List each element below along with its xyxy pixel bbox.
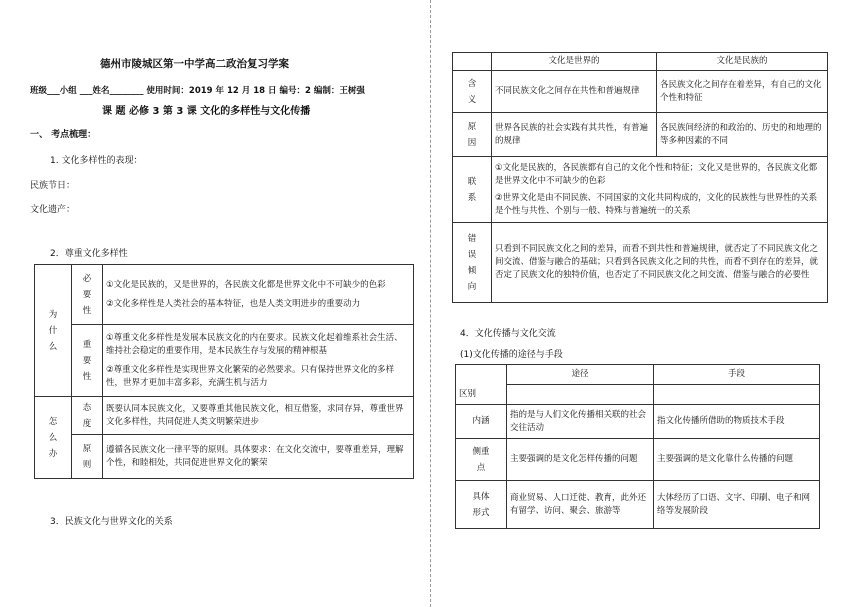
festival-label: 民族节日： (30, 181, 76, 191)
reason-nation: 各民族间经济的和政治的、历史的和地理的等多种因素的不同 (657, 113, 828, 157)
principle-text: 遵循各民族文化一律平等的原则。具体要求：在文化交流中，要尊重差异，理解个性，和睦相处，共同促进世界文化的繁荣 (103, 435, 414, 479)
row-label-reason: 原 因 (453, 113, 492, 157)
meaning-world: 不同民族文化之间存在共性和普遍规律 (492, 71, 657, 113)
principle-cell: 原 则 (72, 435, 103, 479)
row-label-meaning: 含 义 (453, 71, 492, 113)
row-label-focus: 侧重 点 (456, 439, 507, 481)
empty-route (507, 385, 654, 405)
item-3: 3．民族文化与世界文化的关系 (50, 517, 173, 527)
transmission-table (455, 364, 820, 529)
forms-means: 大体经历了口语、文字、印刷、电子和网络等发展阶段 (654, 481, 820, 529)
meaning-nation: 各民族文化之间存在着差异，有自己的文化个性和特征 (657, 71, 828, 113)
why-cell: 为 什 么 (35, 265, 72, 397)
corner-cell-2 (456, 365, 507, 385)
attitude-cell: 态 度 (72, 397, 103, 435)
header-world: 文化是世界的 (492, 53, 657, 71)
respect-diversity-table (34, 264, 414, 479)
culture-world-nation-table (452, 52, 828, 303)
item-4: 4．文化传播与文化交流 (460, 329, 556, 339)
item-1: 1. 文化多样性的表现： (50, 156, 143, 166)
page-divider (430, 0, 431, 607)
item-2: 2．尊重文化多样性 (50, 249, 128, 259)
corner-cell (453, 53, 492, 71)
attitude-text: 既要认同本民族文化，又要尊重其他民族文化，相互借鉴，求同存异，尊重世界文化多样性，共同促进人类文明繁荣进步 (103, 397, 414, 435)
heritage-label: 文化遗产： (30, 205, 76, 215)
necessity-text: ①文化是民族的，又是世界的，各民族文化都是世界文化中不可缺少的色彩 ②文化多样性是人类社会的基本特征，也是人类文明进步的重要动力 (103, 265, 414, 325)
row-label-relation: 联 系 (453, 157, 492, 223)
relation-text: ①文化是民族的，各民族都有自己的文化个性和特征；文化又是世界的，各民族文化都是世界文化中不可缺少的色彩 ②世界文化是由不同民族、不同国家的文化共同构成的，文化的民族性与世界性的关系是个性与共性、个别与一般、特殊与普遍统一的关系 (492, 157, 828, 223)
diff-label: 区别 (456, 385, 507, 405)
row-label-content: 内涵 (456, 405, 507, 439)
content-route: 指的是与人们文化传播相关联的社会交往活动 (507, 405, 654, 439)
reason-world: 世界各民族的社会实践有其共性，有普遍的规律 (492, 113, 657, 157)
how-cell: 怎 么 办 (35, 397, 72, 479)
forms-route: 商业贸易、人口迁徙、教育，此外还有留学、访问、聚会、旅游等 (507, 481, 654, 529)
importance-cell: 重 要 性 (72, 325, 103, 397)
importance-text: ①尊重文化多样性是发展本民族文化的内在要求。民族文化起着维系社会生活、维持社会稳定的重要作用，是本民族生存与发展的精神根基 ②尊重文化多样性是实现世界文化繁荣的必然要求。只有保持世界文化的多样性，世界才更加丰富多彩，充满生机与活力 (103, 325, 414, 397)
focus-route: 主要强调的是文化怎样传播的问题 (507, 439, 654, 481)
info-line: 班级___小组 ___姓名________ 使用时间：2019 年 12 月 18 日 编号：2 编制：王树强 (30, 86, 365, 96)
wrong-tendency-text: 只看到不同民族文化之间的差异，而看不到共性和普遍规律，就否定了不同民族文化之间交流、借鉴与融合的基础；只看到各民族文化之间的共性，而看不到存在的差异，就否定了民族文化的独特价值，也否定了不同民族文化之间交流、借鉴与融合的必要性 (492, 223, 828, 303)
row-label-wrong-tendency: 错 误 倾 向 (453, 223, 492, 303)
header-means: 手段 (654, 365, 820, 385)
doc-title: 德州市陵城区第一中学高二政治复习学案 (100, 58, 289, 70)
necessity-cell: 必 要 性 (72, 265, 103, 325)
row-label-forms: 具体 形式 (456, 481, 507, 529)
focus-means: 主要强调的是文化靠什么传播的问题 (654, 439, 820, 481)
section-heading: 一、 考点梳理： (30, 130, 97, 140)
header-nation: 文化是民族的 (657, 53, 828, 71)
header-route: 途径 (507, 365, 654, 385)
sub-item-1: (1)文化传播的途径与手段 (460, 350, 563, 360)
content-means: 指文化传播所借助的物质技术手段 (654, 405, 820, 439)
empty-means (654, 385, 820, 405)
course-line: 课 题 必修 3 第 3 课 文化的多样性与文化传播 (102, 106, 311, 117)
